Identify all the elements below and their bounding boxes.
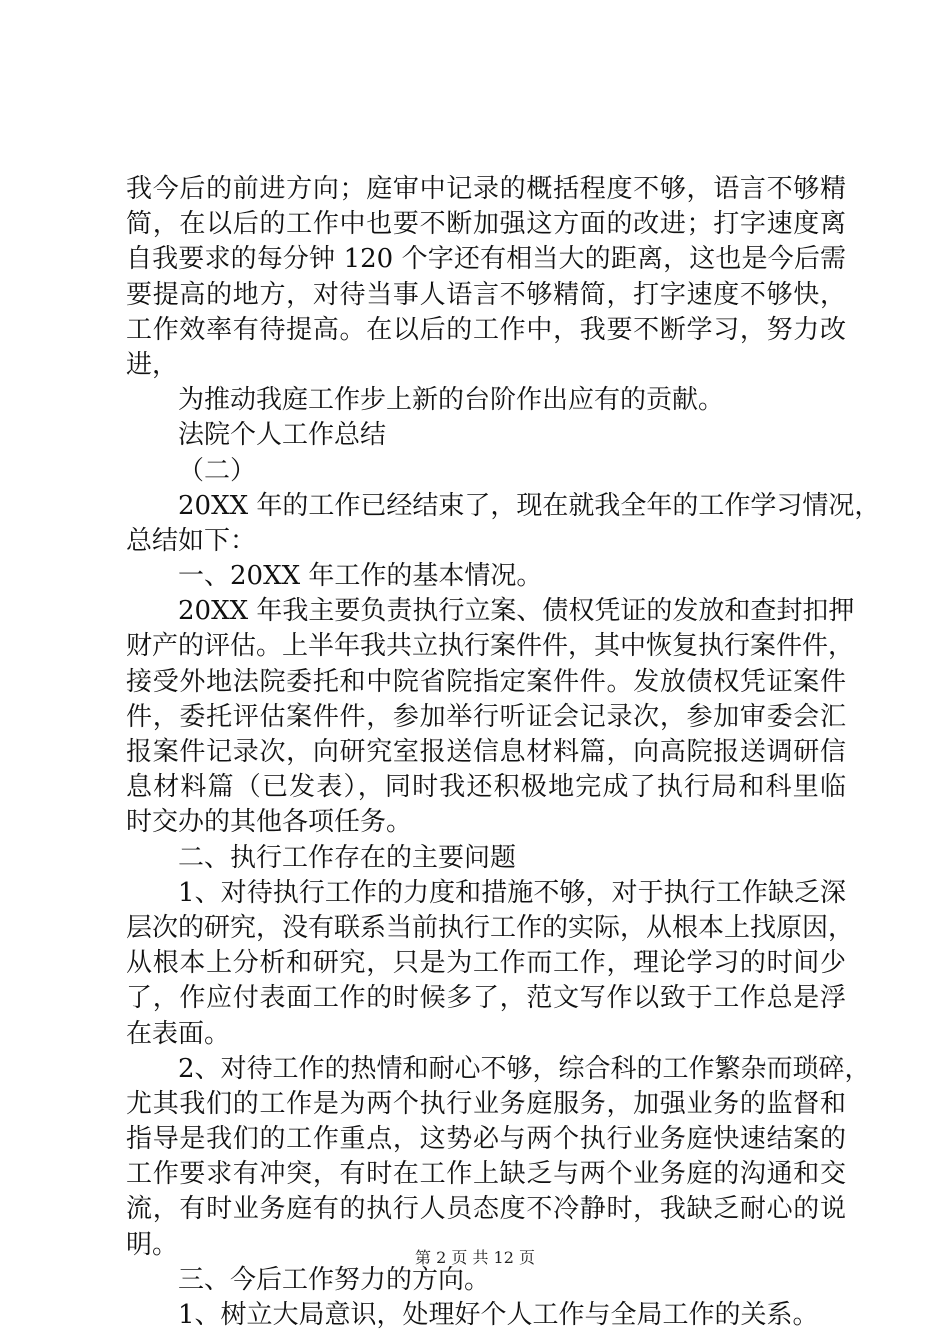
text-line: 层次的研究，没有联系当前执行工作的实际，从根本上找原因， [126,912,855,943]
text-line: 20XX 年我主要负责执行立案、债权凭证的发放和查封扣押 [178,596,855,627]
text-line: 工作要求有冲突，有时在工作上缺乏与两个业务庭的沟通和交 [126,1159,846,1190]
text-line: 报案件记录次，向研究室报送信息材料篇，向高院报送调研信 [126,737,846,767]
text-line: 件，委托评估案件件，参加举行听证会记录次，参加审委会汇 [126,701,846,732]
text-line: 为推动我庭工作步上新的台阶作出应有的贡献。 [178,385,725,416]
text-line: 总结如下： [126,525,257,556]
text-line: 1、树立大局意识，处理好个人工作与全局工作的关系。 [178,1300,819,1330]
text-line: 时交办的其他各项任务。 [126,807,413,838]
text-line: 2、对待工作的热情和耐心不够，综合科的工作繁杂而琐碎， [178,1053,871,1084]
text-line: 财产的评估。上半年我共立执行案件件，其中恢复执行案件件， [126,631,855,662]
text-line: 我今后的前进方向；庭审中记录的概括程度不够，语言不够精 [126,174,846,204]
text-line: 法院个人工作总结 [178,420,387,451]
text-line: 明。 [126,1229,179,1260]
text-line: 指导是我们的工作重点，这势必与两个执行业务庭快速结案的 [126,1124,846,1155]
text-line: 了，作应付表面工作的时候多了，范文写作以致于工作总是浮 [126,983,846,1014]
text-line: 接受外地法院委托和中院省院指定案件件。发放债权凭证案件 [126,666,846,697]
text-line: 二、执行工作存在的主要问题 [178,842,517,873]
text-line: 要提高的地方，对待当事人语言不够精简，打字速度不够快， [126,279,846,310]
text-line: 工作效率有待提高。在以后的工作中，我要不断学习，努力改 [126,314,846,345]
text-line: 20XX 年的工作已经结束了，现在就我全年的工作学习情况， [178,490,881,521]
document-body [126,172,881,1333]
text-line: 自我要求的每分钟 120 个字还有相当大的距离，这也是今后需 [126,244,846,275]
page-footer: 第 2 页 共 12 页 [415,1248,535,1267]
text-line: 三、今后工作努力的方向。 [178,1264,491,1295]
text-line: 一、20XX 年工作的基本情况。 [178,561,543,592]
text-line: 1、对待执行工作的力度和措施不够，对于执行工作缺乏深 [178,877,846,908]
text-line: 在表面。 [126,1018,231,1049]
text-line: 息材料篇（已发表），同时我还积极地完成了执行局和科里临 [126,772,846,803]
text-line: 简，在以后的工作中也要不断加强这方面的改进；打字速度离 [126,209,846,240]
text-line: 从根本上分析和研究，只是为工作而工作，理论学习的时间少 [126,948,846,979]
text-line: 进， [126,349,179,380]
text-line: 流，有时业务庭有的执行人员态度不冷静时，我缺乏耐心的说 [126,1194,846,1225]
text-line: 尤其我们的工作是为两个执行业务庭服务，加强业务的监督和 [126,1088,846,1119]
text-line: （二） [178,455,257,486]
